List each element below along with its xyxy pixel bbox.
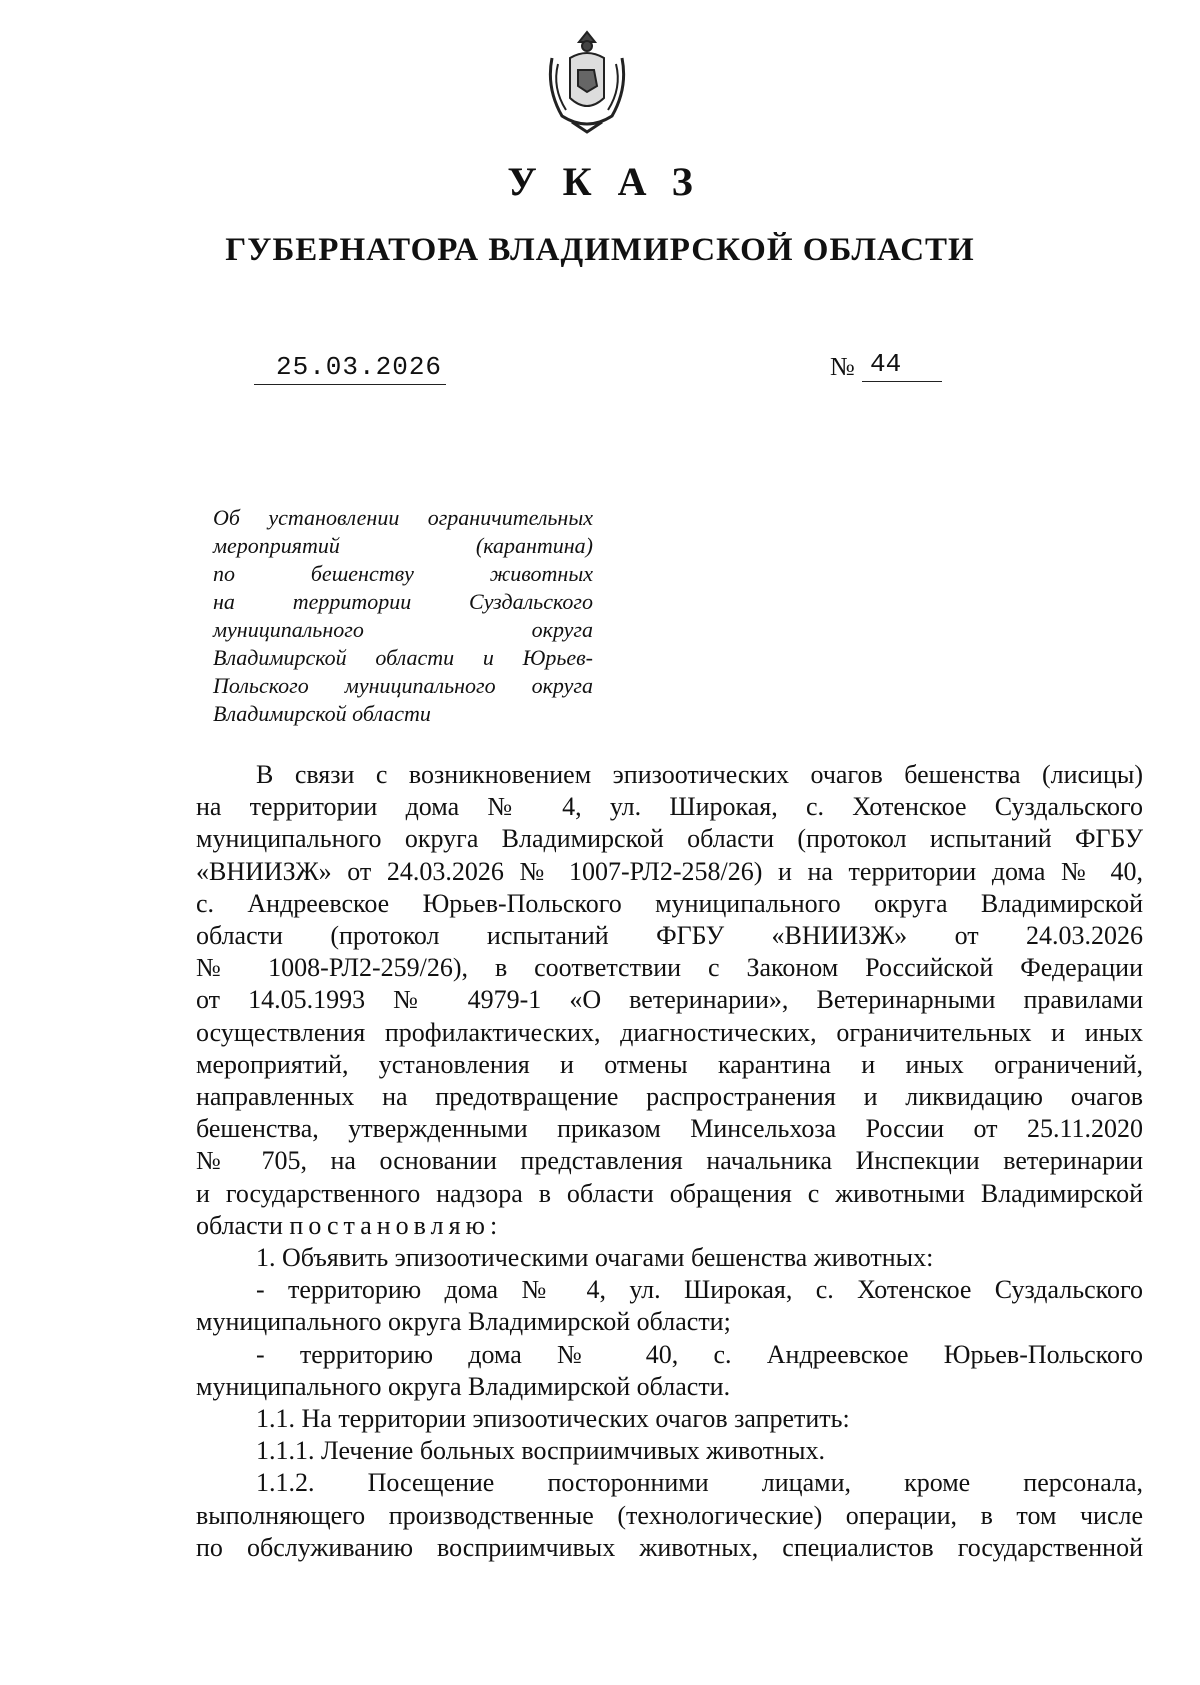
item-1-1-1: 1.1.1. Лечение больных восприимчивых животных. — [256, 1436, 826, 1466]
subject-line: Польского муниципального округа — [213, 673, 593, 698]
preamble-line: области (протокол испытаний ФГБУ «ВНИИЗЖ» от 24.03.2026 — [196, 921, 1143, 951]
preamble-line: № 1008-РЛ2-259/26), в соответствии с Законом Российской Федерации — [196, 953, 1143, 983]
preamble-line: на территории дома № 4, ул. Широкая, с. Хотенское Суздальского — [196, 792, 1143, 822]
preamble-line: направленных на предотвращение распространения и ликвидацию очагов — [196, 1082, 1143, 1112]
item-1-1-2-line: по обслуживанию восприимчивых животных, специалистов государственной — [196, 1532, 1143, 1562]
document-title: УКАЗ — [507, 159, 719, 204]
subject-line: по бешенству животных — [213, 561, 593, 586]
item-1-1: 1.1. На территории эпизоотических очагов запретить: — [256, 1404, 850, 1434]
preamble-line — [196, 1210, 1143, 1242]
preamble-line: с. Андреевское Юрьев-Польского муниципального округа Владимирской — [196, 888, 1143, 918]
item-1-a-line: - территорию дома № 4, ул. Широкая, с. Хотенское Суздальского — [256, 1275, 1143, 1305]
document-date: 25.03.2026 — [254, 352, 446, 385]
preamble-line: мероприятий, установления и отмены карантина и иных ограничений, — [196, 1049, 1143, 1079]
subject-line: мероприятий (карантина) — [213, 533, 593, 558]
preamble-line: и государственного надзора в области обращения с животными Владимирской — [196, 1178, 1143, 1208]
subject-line: на территории Суздальского — [213, 589, 593, 614]
subject-line: Владимирской области — [213, 701, 431, 726]
preamble-line: № 705, на основании представления начальника Инспекции ветеринарии — [196, 1146, 1143, 1176]
number-sign: № — [830, 352, 855, 381]
preamble-line: В связи с возникновением эпизоотических очагов бешенства (лисицы) — [256, 760, 1143, 789]
item-1-b-line: муниципального округа Владимирской области. — [196, 1371, 731, 1401]
preamble-line: муниципального округа Владимирской области (протокол испытаний ФГБУ — [196, 824, 1143, 854]
preamble-last-prefix: области — [196, 1210, 290, 1240]
subject-line: Об установлении ограничительных — [213, 505, 593, 530]
item-1-1-2-line: 1.1.2. Посещение посторонними лицами, кроме персонала, — [256, 1468, 1143, 1498]
subject-line: муниципального округа — [213, 617, 593, 642]
subject-line: Владимирской области и Юрьев- — [213, 645, 593, 670]
document-subject — [213, 504, 593, 728]
document-body — [196, 759, 1143, 1564]
preamble-line: осуществления профилактических, диагностических, ограничительных и иных — [196, 1017, 1143, 1047]
preamble-line: бешенства, утвержденными приказом Минсельхоза России от 25.11.2020 — [196, 1114, 1143, 1144]
item-1-1-2-line: выполняющего производственные (технологические) операции, в том числе — [196, 1500, 1143, 1530]
preamble — [196, 759, 1143, 1242]
coat-of-arms-icon — [542, 28, 632, 138]
document-issuer: ГУБЕРНАТОРА ВЛАДИМИРСКОЙ ОБЛАСТИ — [225, 232, 975, 268]
item-1-b-line: - территорию дома № 40, с. Андреевское Юрьев-Польского — [256, 1339, 1143, 1369]
document-number: 44 — [862, 349, 942, 382]
item-1-a-line: муниципального округа Владимирской области; — [196, 1307, 731, 1337]
resolution-word: постановляю: — [289, 1210, 503, 1240]
preamble-line: «ВНИИЗЖ» от 24.03.2026 № 1007-РЛ2-258/26) и на территории дома № 40, — [196, 856, 1143, 886]
preamble-line: от 14.05.1993 № 4979-1 «О ветеринарии», Ветеринарными правилами — [196, 985, 1143, 1015]
item-1: 1. Объявить эпизоотическими очагами бешенства животных: — [256, 1243, 934, 1273]
